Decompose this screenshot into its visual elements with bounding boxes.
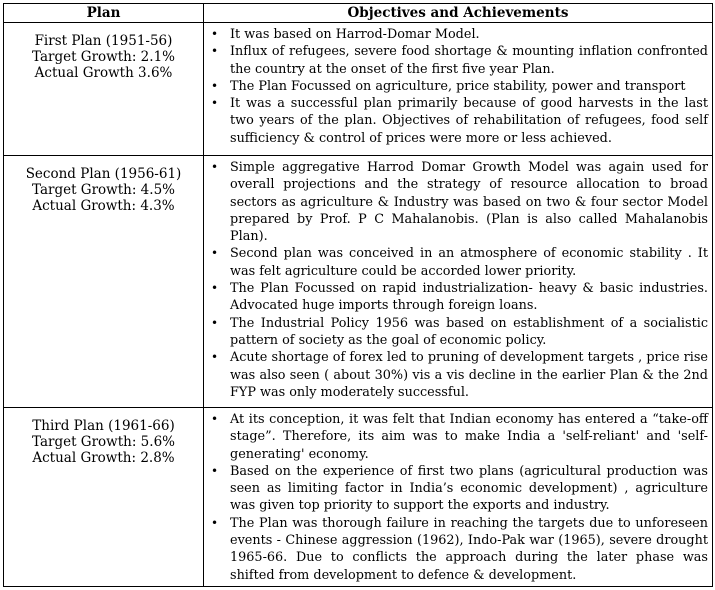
table-row: [4, 408, 713, 587]
objectives-list: [208, 26, 708, 147]
list-item: • Acute shortage of forex led to pruning of development targets , price rise was also seen ( about 30%) vis a vis decline in the earlier Plan & the 2nd FYP was only moderately successful.: [208, 349, 708, 401]
plan-name: Third Plan (1961-66): [32, 418, 175, 434]
plan-name: Second Plan (1956-61): [25, 166, 182, 182]
header-plan: Plan: [4, 4, 204, 23]
objectives-cell: [204, 156, 713, 408]
plan-actual-growth: Actual Growth 3.6%: [34, 65, 173, 81]
plan-cell: [4, 408, 204, 587]
plan-actual-growth: Actual Growth: 4.3%: [32, 198, 175, 214]
plan-target-growth: Target Growth: 5.6%: [32, 434, 175, 450]
objectives-cell: [204, 23, 713, 156]
list-item: • At its conception, it was felt that Indian economy has entered a “take-off stage”. Therefore, its aim was to make India a 'self-reliant' and 'self-generating' economy.: [208, 411, 708, 463]
plan-cell: [4, 156, 204, 408]
list-item: • It was based on Harrod-Domar Model.: [208, 26, 708, 43]
objectives-list: [208, 159, 708, 401]
plan-target-growth: Target Growth: 4.5%: [32, 182, 175, 198]
table-row: [4, 23, 713, 156]
plan-actual-growth: Actual Growth: 2.8%: [32, 450, 175, 466]
objectives-list: [208, 411, 708, 584]
list-item: • The Plan Focussed on agriculture, price stability, power and transport: [208, 78, 708, 95]
plan-cell: [4, 23, 204, 156]
header-objectives: Objectives and Achievements: [204, 4, 713, 23]
list-item: • The Plan Focussed on rapid industrialization- heavy & basic industries. Advocated huge imports through foreign loans.: [208, 280, 708, 315]
header-row: [4, 4, 713, 23]
list-item: • Based on the experience of first two plans (agricultural production was seen as limiting factor in India’s economic development) , agriculture was given top priority to support the exports and industry.: [208, 463, 708, 515]
list-item: • Second plan was conceived in an atmosphere of economic stability . It was felt agriculture could be accorded lower priority.: [208, 245, 708, 280]
list-item: • Influx of refugees, severe food shortage & mounting inflation confronted the country at the onset of the first five year Plan.: [208, 43, 708, 78]
list-item: • The Plan was thorough failure in reaching the targets due to unforeseen events - Chinese aggression (1962), Indo-Pak war (1965), severe drought 1965-66. Due to conflicts the approach during the later phase was shifted from development to defence & development.: [208, 515, 708, 584]
plan-target-growth: Target Growth: 2.1%: [32, 49, 175, 65]
five-year-plans-table: [3, 3, 713, 587]
list-item: • It was a successful plan primarily because of good harvests in the last two years of the plan. Objectives of rehabilitation of refugees, food self sufficiency & control of prices were more or less achieved.: [208, 95, 708, 147]
plan-name: First Plan (1951-56): [34, 33, 173, 49]
objectives-cell: [204, 408, 713, 587]
list-item: • Simple aggregative Harrod Domar Growth Model was again used for overall projections and the strategy of resource allocation to broad sectors as agriculture & Industry was based on two & four sector Model prepared by Prof. P C Mahalanobis. (Plan is also called Mahalanobis Plan).: [208, 159, 708, 245]
list-item: • The Industrial Policy 1956 was based on establishment of a socialistic pattern of society as the goal of economic policy.: [208, 315, 708, 350]
table-row: [4, 156, 713, 408]
